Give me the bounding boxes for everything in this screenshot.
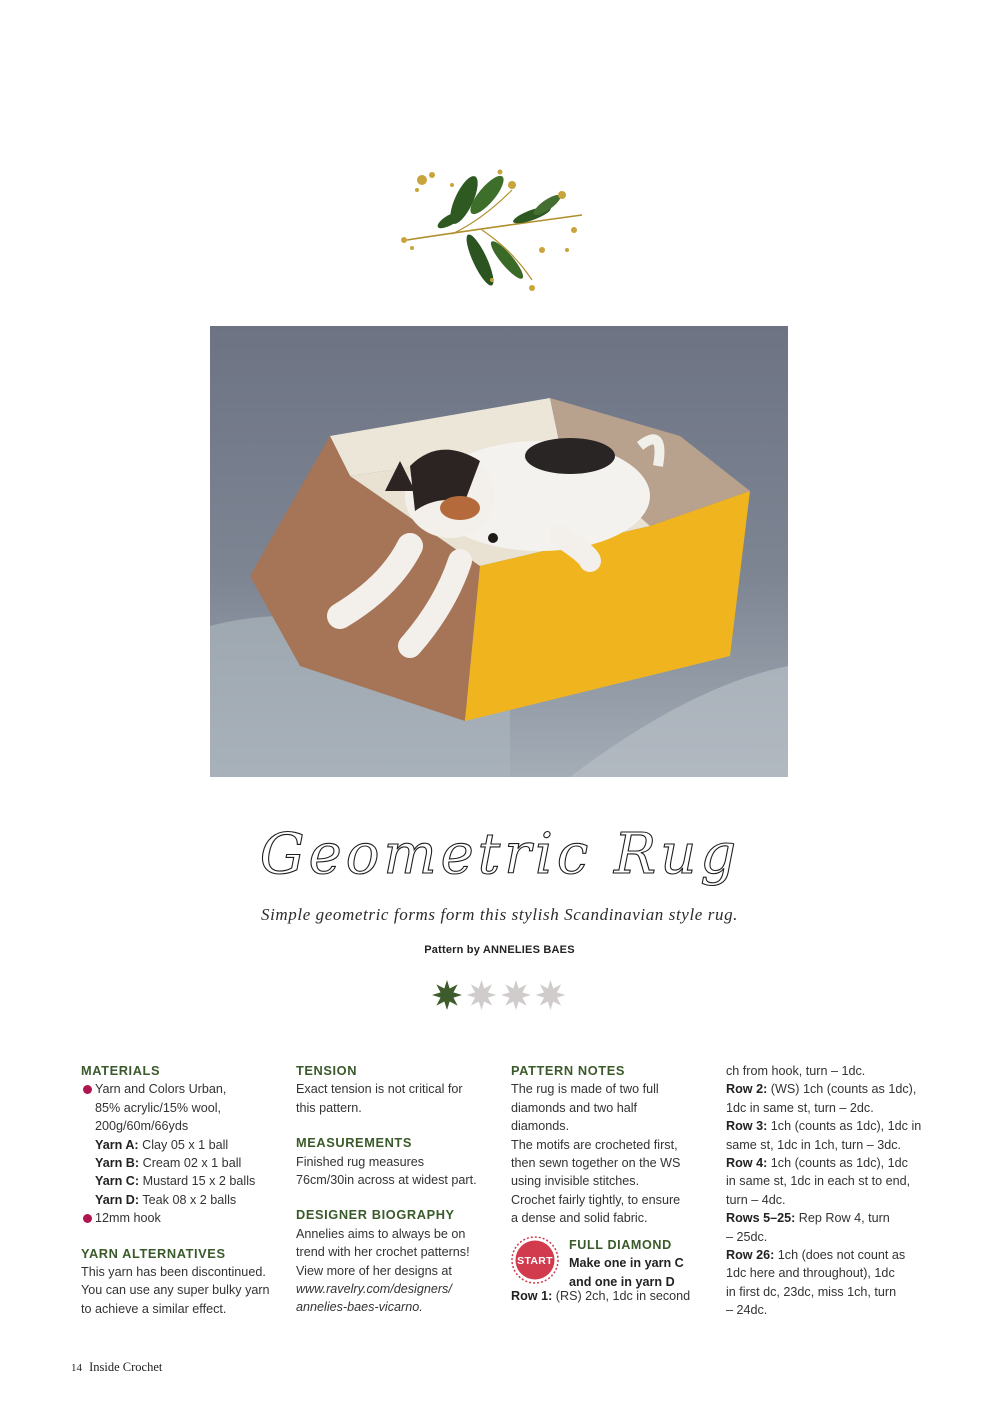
materials-heading: MATERIALS — [81, 1063, 161, 1078]
materials-hook: 12mm hook — [81, 1209, 281, 1227]
pattern-row-line: Row 3: 1ch (counts as 1dc), 1dc in — [726, 1119, 922, 1134]
rating-star-filled-icon — [432, 980, 462, 1010]
pattern-row-line: turn – 4dc. — [726, 1192, 786, 1207]
designer-line: Annelies aims to always be on — [296, 1226, 466, 1241]
pattern-notes-line: diamonds. — [511, 1119, 570, 1134]
tension-line: this pattern. — [296, 1100, 362, 1115]
pattern-notes-line: using invisible stitches. — [511, 1174, 640, 1189]
yarn-alternatives-heading: YARN ALTERNATIVES — [81, 1245, 226, 1261]
yarn-c: Yarn C: Mustard 15 x 2 balls — [95, 1174, 256, 1189]
leaf-sprig-illustration — [392, 160, 592, 300]
materials-yarn-fibre: 85% acrylic/15% wool, — [95, 1100, 221, 1115]
page-number: 14 — [71, 1362, 82, 1374]
pattern-row-line: Row 4: 1ch (counts as 1dc), 1dc — [726, 1156, 908, 1171]
pattern-row-line: in first dc, 23dc, miss 1ch, turn — [726, 1284, 897, 1299]
byline: Pattern by ANNELIES BAES — [424, 944, 575, 956]
column-materials — [81, 1062, 281, 1318]
rating-star-empty-icon — [536, 980, 566, 1010]
subtitle: Simple geometric forms form this stylish Scandinavian style rug. — [260, 905, 739, 924]
materials-yarn-weight: 200g/60m/66yds — [95, 1119, 189, 1134]
yarn-alternatives-line: This yarn has been discontinued. — [81, 1265, 266, 1280]
materials-yarn: Yarn and Colors Urban, — [81, 1080, 281, 1098]
pattern-row-line: same st, 1dc in 1ch, turn – 3dc. — [726, 1137, 902, 1152]
rating-star-empty-icon — [501, 980, 531, 1010]
pattern-notes-heading: PATTERN NOTES — [511, 1063, 625, 1078]
pattern-row-line: Row 2: (WS) 1ch (counts as 1dc), — [726, 1082, 917, 1097]
pattern-row-line: in same st, 1dc in each st to end, — [726, 1174, 911, 1189]
pattern-row-line: 1dc in same st, turn – 2dc. — [726, 1100, 874, 1115]
pattern-row-line: Rows 5–25: Rep Row 4, turn — [726, 1211, 890, 1226]
designer-line: trend with her crochet patterns! — [296, 1245, 470, 1260]
yarn-d: Yarn D: Teak 08 x 2 balls — [95, 1192, 237, 1207]
column-rows — [726, 1062, 926, 1320]
designer-link[interactable]: www.ravelry.com/designers/ — [296, 1282, 452, 1297]
yarn-alternatives-line: You can use any super bulky yarn — [81, 1283, 270, 1298]
measurements-line: Finished rug measures — [296, 1154, 425, 1169]
pattern-row-line: 1dc here and throughout), 1dc — [726, 1266, 895, 1281]
full-diamond-heading: FULL DIAMOND — [569, 1237, 672, 1252]
tension-heading: TENSION — [296, 1063, 358, 1078]
full-diamond-block — [511, 1236, 711, 1292]
yarn-alternatives-line: to achieve a similar effect. — [81, 1301, 227, 1316]
pattern-notes-line: Crochet fairly tightly, to ensure — [511, 1192, 681, 1207]
full-diamond-line: and one in yarn D — [569, 1274, 675, 1289]
rating-star-empty-icon — [467, 980, 497, 1010]
pattern-row-line: – 24dc. — [726, 1303, 768, 1318]
pattern-notes-line: diamonds and two half — [511, 1100, 638, 1115]
column-pattern-notes — [511, 1062, 711, 1306]
pattern-notes-line: The motifs are crocheted first, — [511, 1137, 678, 1152]
designer-heading: DESIGNER BIOGRAPHY — [296, 1207, 455, 1223]
page-title: Geometric Rug — [259, 822, 741, 887]
yarn-a: Yarn A: Clay 05 x 1 ball — [95, 1137, 229, 1152]
script-title — [259, 795, 741, 907]
row-1: Row 1: (RS) 2ch, 1dc in second — [511, 1289, 691, 1304]
difficulty-rating — [430, 978, 570, 1012]
pattern-notes-line: then sewn together on the WS — [511, 1156, 681, 1171]
start-badge: START — [511, 1236, 559, 1284]
column-tension — [296, 1062, 496, 1317]
designer-line: View more of her designs at — [296, 1263, 452, 1278]
pattern-notes-line: a dense and solid fabric. — [511, 1211, 648, 1226]
full-diamond-line: Make one in yarn C — [569, 1256, 684, 1271]
pattern-row-line: ch from hook, turn – 1dc. — [726, 1064, 866, 1078]
pattern-notes-line: The rug is made of two full — [511, 1082, 659, 1097]
designer-link[interactable]: annelies-baes-vicarno. — [296, 1300, 423, 1315]
yarn-b: Yarn B: Cream 02 x 1 ball — [95, 1156, 242, 1171]
tension-line: Exact tension is not critical for — [296, 1082, 463, 1097]
pattern-row-line: Row 26: 1ch (does not count as — [726, 1248, 906, 1263]
dog-on-rug-photo — [210, 326, 788, 777]
magazine-name: Inside Crochet — [89, 1360, 163, 1374]
page-footer — [71, 1360, 162, 1375]
measurements-heading: MEASUREMENTS — [296, 1135, 412, 1151]
pattern-row-line: – 25dc. — [726, 1229, 768, 1244]
measurements-line: 76cm/30in across at widest part. — [296, 1173, 477, 1188]
